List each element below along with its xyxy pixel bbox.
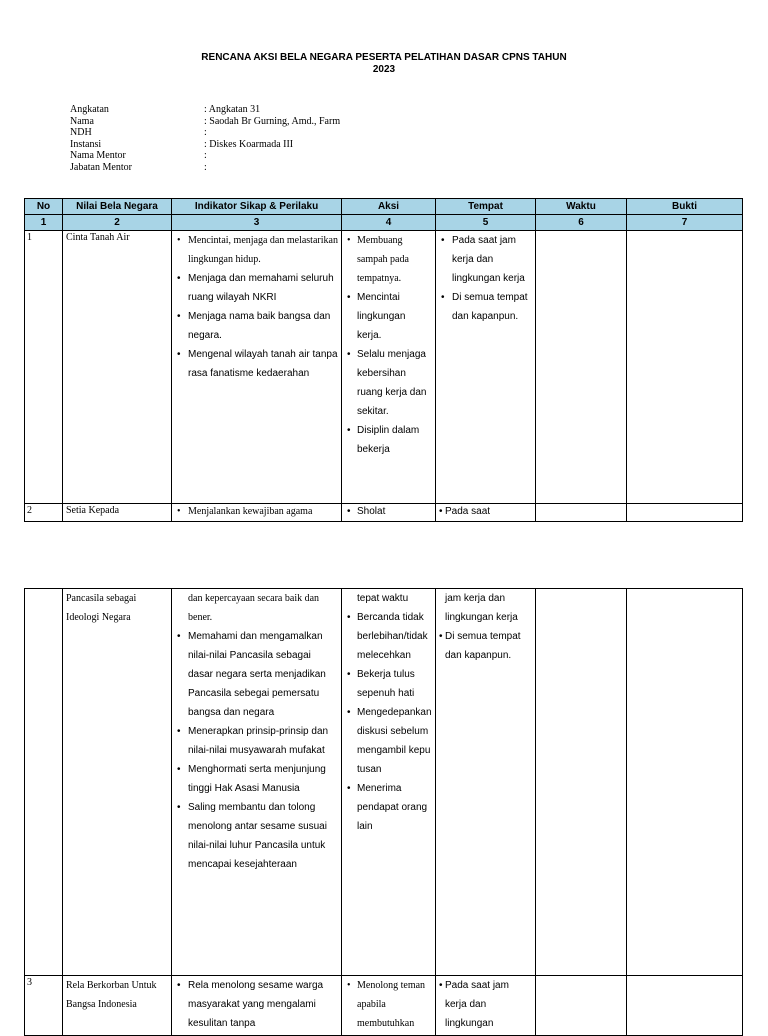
column-number: 6 xyxy=(536,215,627,231)
meta-value: : xyxy=(204,150,207,161)
row-waktu xyxy=(536,231,627,504)
column-number: 1 xyxy=(25,215,63,231)
list-item: • Di semua tempat dan kapanpun. xyxy=(439,627,532,665)
row-aksi xyxy=(342,589,436,976)
table-row xyxy=(25,504,743,522)
header-bukti: Bukti xyxy=(627,199,743,215)
row-nilai: Rela Berkorban Untuk Bangsa Indonesia xyxy=(63,976,172,1036)
meta-label: Nama Mentor xyxy=(70,150,126,161)
list-item: • Pada saat jam kerja dan lingkungan xyxy=(439,976,532,1033)
title-line-2: 2023 xyxy=(372,64,396,75)
list-item: • Menerima pendapat orang lain xyxy=(345,779,432,836)
title-line-1: RENCANA AKSI BELA NEGARA PESERTA PELATIHAN DASAR CPNS TAHUN xyxy=(201,52,567,63)
list-item: • Memahami dan mengamalkan nilai-nilai Pancasila sebagai dasar negara serta menjadikan Pancasila sebegai pemersatu bangsa dan negara xyxy=(175,627,338,722)
row-indikator xyxy=(172,589,342,976)
header-indikator: Indikator Sikap & Perilaku xyxy=(172,199,342,215)
list-item: • Rela menolong sesame warga masyarakat yang mengalami kesulitan tanpa xyxy=(175,976,338,1033)
list-item: • Saling membantu dan tolong menolong antar sesame susuai nilai-nilai luhur Pancasila untuk mencapai kesejahteraan xyxy=(175,798,338,874)
header-tempat: Tempat xyxy=(436,199,536,215)
row-indikator xyxy=(172,976,342,1036)
action-plan-table-page-2 xyxy=(24,588,743,1036)
row-tempat xyxy=(436,231,536,504)
document-title xyxy=(0,52,768,76)
meta-label: Angkatan xyxy=(70,104,109,115)
meta-row xyxy=(70,127,340,139)
row-bukti xyxy=(627,231,743,504)
row-no xyxy=(25,589,63,976)
list-item: • Menjaga dan memahami seluruh ruang wilayah NKRI xyxy=(175,269,338,307)
meta-value: : xyxy=(204,161,207,173)
row-waktu xyxy=(536,976,627,1036)
list-item: • Disiplin dalam bekerja xyxy=(345,421,432,459)
meta-value: : Diskes Koarmada III xyxy=(204,138,294,150)
list-item: • Menerapkan prinsip-prinsip dan nilai-nilai musyawarah mufakat xyxy=(175,722,338,760)
meta-value: : Saodah Br Gurning, Amd., Farm xyxy=(204,115,341,127)
list-item: • Mencintai, menjaga dan melastarikan lingkungan hidup. xyxy=(175,231,338,269)
meta-value: : Angkatan 31 xyxy=(204,104,261,115)
row-aksi xyxy=(342,976,436,1036)
row-nilai: Cinta Tanah Air xyxy=(63,231,172,504)
row-indikator xyxy=(172,504,342,522)
row-no: 3 xyxy=(25,976,63,1036)
meta-label: Nama xyxy=(70,115,94,127)
list-item: • Menghormati serta menjunjung tinggi Hak Asasi Manusia xyxy=(175,760,338,798)
table-row xyxy=(25,976,743,1036)
row-aksi xyxy=(342,231,436,504)
meta-label: Jabatan Mentor xyxy=(70,161,132,173)
row-tempat xyxy=(436,504,536,522)
list-item: • Mengenal wilayah tanah air tanpa rasa fanatisme kedaerahan xyxy=(175,345,338,383)
meta-label: Instansi xyxy=(70,138,102,150)
header-nilai: Nilai Bela Negara xyxy=(63,199,172,215)
column-number: 2 xyxy=(63,215,172,231)
list-item: • Pada saat xyxy=(439,504,532,519)
meta-row xyxy=(70,104,340,116)
row-no: 1 xyxy=(25,231,63,504)
list-item: • Menolong teman apabila membutuhkan xyxy=(345,976,432,1033)
column-number: 7 xyxy=(627,215,743,231)
list-item: • Menjaga nama baik bangsa dan negara. xyxy=(175,307,338,345)
row-tempat xyxy=(436,976,536,1036)
row-aksi xyxy=(342,504,436,522)
list-item: • Di semua tempat dan kapanpun. xyxy=(439,288,532,326)
continued-text: dan kepercayaan secara baik dan bener. xyxy=(188,593,320,623)
meta-row xyxy=(70,139,340,151)
row-no: 2 xyxy=(25,504,63,522)
list-item: • Sholat xyxy=(345,504,432,519)
row-bukti xyxy=(627,589,743,976)
row-bukti xyxy=(627,976,743,1036)
continued-text: tepat waktu xyxy=(357,593,409,604)
action-plan-table-page-1 xyxy=(24,198,743,522)
row-waktu xyxy=(536,504,627,522)
meta-row xyxy=(70,116,340,128)
column-number: 5 xyxy=(436,215,536,231)
header-waktu: Waktu xyxy=(536,199,627,215)
list-item: • Bekerja tulus sepenuh hati xyxy=(345,665,432,703)
meta-row xyxy=(70,162,340,174)
row-indikator xyxy=(172,231,342,504)
row-nilai: Setia Kepada xyxy=(63,504,172,522)
row-waktu xyxy=(536,589,627,976)
header-aksi: Aksi xyxy=(342,199,436,215)
row-tempat xyxy=(436,589,536,976)
list-item: • Menjalankan kewajiban agama xyxy=(175,504,338,519)
column-number: 3 xyxy=(172,215,342,231)
row-nilai: Pancasila sebagai Ideologi Negara xyxy=(63,589,172,976)
list-item: • Mengedepankan diskusi sebelum mengambil keputusan xyxy=(345,703,432,779)
list-item: • Pada saat jam kerja dan lingkungan kerja xyxy=(439,231,532,288)
header-no: No xyxy=(25,199,63,215)
list-item: • Bercanda tidak berlebihan/tidak melecehkan xyxy=(345,608,432,665)
meta-row xyxy=(70,150,340,162)
column-number: 4 xyxy=(342,215,436,231)
meta-value: : xyxy=(204,127,207,138)
list-item: • Mencintai lingkungan kerja. xyxy=(345,288,432,345)
table-row xyxy=(25,231,743,504)
list-item: • Membuang sampah pada tempatnya. xyxy=(345,231,432,288)
participant-info xyxy=(70,104,340,173)
meta-label: NDH xyxy=(70,127,92,138)
continued-text: jam kerja dan lingkungan kerja xyxy=(445,593,518,623)
table-row xyxy=(25,589,743,976)
row-bukti xyxy=(627,504,743,522)
list-item: • Selalu menjaga kebersihan ruang kerja dan sekitar. xyxy=(345,345,432,421)
